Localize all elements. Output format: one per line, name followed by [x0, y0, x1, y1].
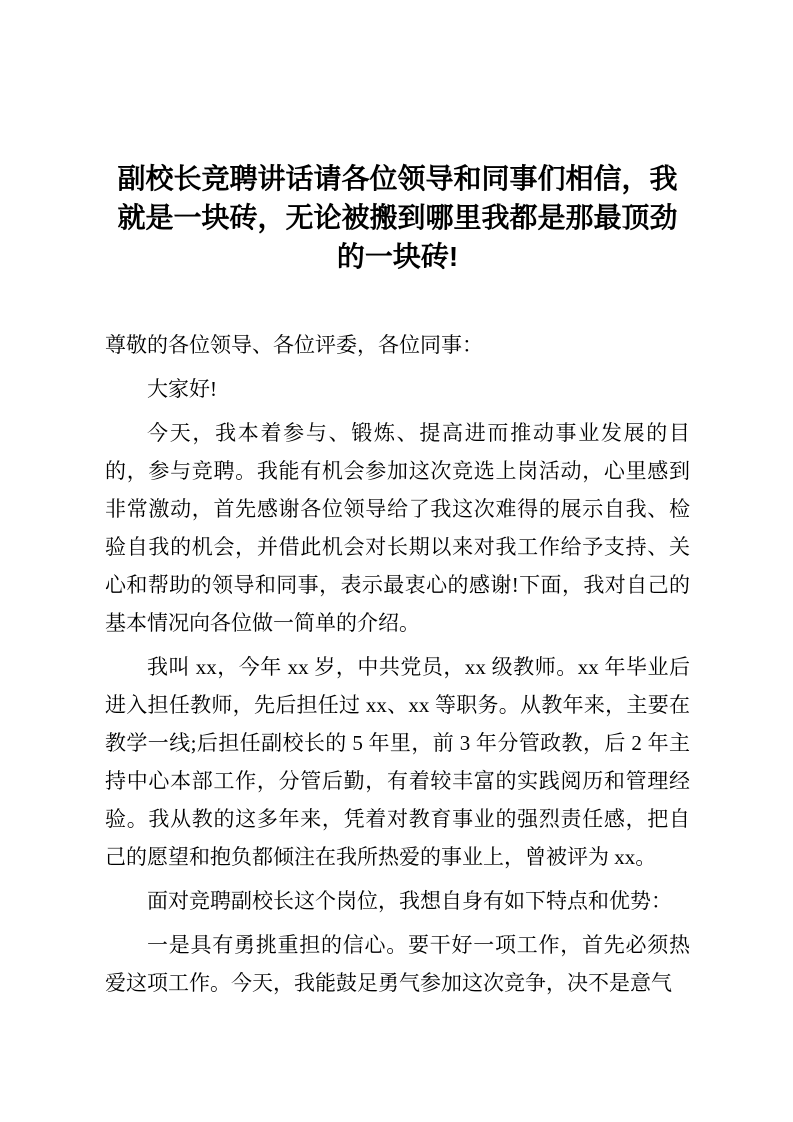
paragraph-strength-one: 一是具有勇挑重担的信心。要干好一项工作，首先必须热爱这项工作。今天，我能鼓足勇气参加这次竞争，决不是意气: [105, 933, 690, 995]
paragraph-strengths-lead: 面对竞聘副校长这个岗位，我想自身有如下特点和优势：: [147, 889, 672, 913]
document-body: [105, 326, 690, 1002]
document-title: 副校长竞聘讲话请各位领导和同事们相信，我就是一块砖，无论被搬到哪里我都是那最顶劲的一块砖!: [117, 163, 678, 272]
paragraph-greeting: 大家好!: [147, 377, 217, 401]
salutation-line: 尊敬的各位领导、各位评委，各位同事：: [105, 333, 483, 357]
paragraph-intro: 今天，我本着参与、锻炼、提高进而推动事业发展的目的，参与竞聘。我能有机会参加这次竞选上岗活动，心里感到非常激动，首先感谢各位领导给了我这次难得的展示自我、检验自我的机会，并借此机会对长期以来对我工作给予支持、关心和帮助的领导和同事，表示最衷心的感谢!下面，我对自己的基本情况向各位做一简单的介绍。: [105, 421, 690, 635]
paragraph-background: 我叫 xx，今年 xx 岁，中共党员，xx 级教师。xx 年毕业后进入担任教师，先后担任过 xx、xx 等职务。从教年来，主要在教学一线;后担任副校长的 5 年里，前 3 年分管政教，后 2 年主持中心本部工作，分管后勤，有着较丰富的实践阅历和管理经验。我从教的这多年来，凭着对教育事业的强烈责任感，把自己的愿望和抱负都倾注在我所热爱的事业上，曾被评为 xx。: [105, 655, 690, 869]
